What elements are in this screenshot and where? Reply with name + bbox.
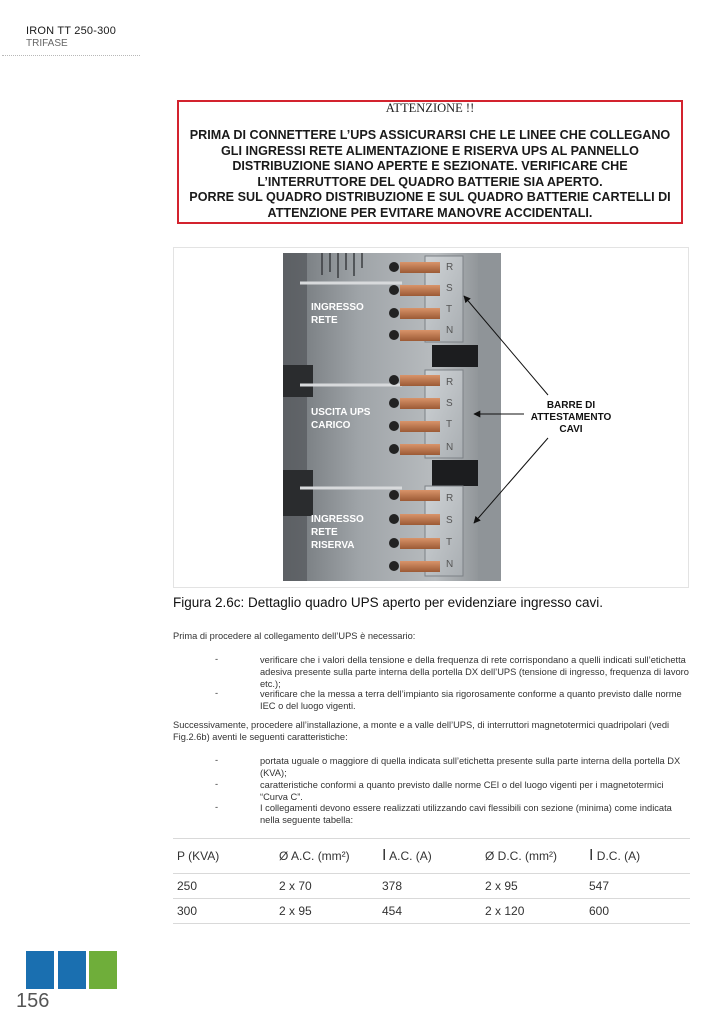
- table-cell: 300: [177, 904, 198, 918]
- label-barre-2: ATTESTAMENTO: [530, 412, 612, 423]
- table-cell: 378: [382, 879, 403, 893]
- table-row: [173, 899, 690, 924]
- label-uscita-ups-1: USCITA UPS: [311, 407, 371, 418]
- label-uscita-ups-2: CARICO: [311, 420, 351, 431]
- table-cell: 2 x 95: [485, 879, 518, 893]
- list-item: [260, 688, 690, 712]
- table-row: [173, 874, 690, 899]
- terminal-letter: T: [446, 537, 453, 548]
- warning-line: PORRE SUL QUADRO DISTRIBUZIONE E SUL QUADRO BATTERIE CARTELLI DI: [189, 190, 671, 205]
- label-ingresso-riserva-3: RISERVA: [311, 540, 355, 551]
- list-item-line: I collegamenti devono essere realizzati utilizzando cavi flessibili con sezione (minima) come indicata: [260, 803, 672, 813]
- terminal-letter: N: [446, 559, 454, 570]
- warning-title: ATTENZIONE !!: [385, 101, 475, 115]
- table-cell: 454: [382, 904, 403, 918]
- list-item: [260, 779, 690, 803]
- paragraph-installation: [173, 719, 693, 743]
- cable-section-table: [173, 838, 690, 924]
- list-item-line: “Curva C”.: [260, 792, 303, 803]
- warning-line: DISTRIBUZIONE SIANO APERTE E SEZIONATE. VERIFICARE CHE: [232, 159, 628, 174]
- list-item: [260, 802, 690, 826]
- terminal-letter: R: [446, 493, 454, 504]
- terminal-letter: S: [446, 398, 453, 409]
- table-cell: 2 x 95: [279, 904, 312, 918]
- label-ingresso-riserva-2: RETE: [311, 527, 338, 538]
- table-header-cell: I A.C. (A): [382, 847, 432, 864]
- label-ingresso-riserva-1: INGRESSO: [311, 514, 364, 525]
- warning-line: L’INTERRUTTORE DEL QUADRO BATTERIE SIA APERTO.: [257, 174, 603, 189]
- table-cell: 250: [177, 879, 198, 893]
- document-title: IRON TT 250-300: [26, 25, 117, 37]
- terminal-letter: N: [446, 442, 454, 453]
- figure-caption: Figura 2.6c: Dettaglio quadro UPS aperto per evidenziare ingresso cavi.: [173, 595, 603, 610]
- page-number: 156: [16, 990, 50, 1012]
- list-item-line: verificare che i valori della tensione e della frequenza di rete corrispondano a quelli indicati sull’etichetta: [260, 655, 686, 665]
- list-dash: -: [215, 755, 219, 765]
- table-cell: 2 x 70: [279, 879, 312, 893]
- list-item-line: verificare che la messa a terra dell’impianto sia rigorosamente conforme a quanto previsto dalle norme: [260, 689, 682, 699]
- terminal-letter: N: [446, 325, 454, 336]
- list-item-line: nella seguente tabella:: [260, 815, 354, 826]
- warning-line: PRIMA DI CONNETTERE L’UPS ASSICURARSI CHE LE LINEE CHE COLLEGANO: [189, 128, 671, 142]
- intro-paragraph: Prima di procedere al collegamento dell’UPS è necessario:: [173, 631, 416, 641]
- list-item: [260, 755, 690, 779]
- list-dash: -: [215, 779, 219, 789]
- terminal-letter: T: [446, 419, 453, 430]
- warning-line: ATTENZIONE PER EVITARE MANOVRE ACCIDENTALI.: [267, 205, 593, 220]
- table-header-cell: I D.C. (A): [589, 847, 641, 864]
- table-header-row: [173, 839, 690, 874]
- terminal-letter: R: [446, 262, 454, 273]
- list-item-line: etc.);: [260, 679, 281, 690]
- paragraph-line: Successivamente, procedere all’installazione, a monte e a valle dell’UPS, di interruttori magnetotermici quadripolari (vedi: [173, 720, 670, 730]
- paragraph-line: Fig.2.6b) aventi le seguenti caratteristiche:: [173, 732, 348, 743]
- list-dash: -: [215, 802, 219, 812]
- list-item-line: adesiva presente sulla parte interna della portella DX dell’UPS (tensione di ingresso, frequenza di lavoro: [260, 667, 689, 678]
- label-barre-1: BARRE DI: [546, 400, 596, 411]
- table-cell: 2 x 120: [485, 904, 525, 918]
- footer-square-blue: [26, 951, 54, 989]
- terminal-letter: T: [446, 304, 453, 315]
- table-header-cell: Ø A.C. (mm²): [279, 849, 350, 863]
- footer-square-blue: [58, 951, 86, 989]
- list-dash: -: [215, 654, 219, 664]
- terminal-letter: S: [446, 515, 453, 526]
- list-dash: -: [215, 688, 219, 698]
- label-ingresso-rete-2: RETE: [311, 315, 338, 326]
- list-item-line: (KVA);: [260, 768, 287, 779]
- terminal-letter: S: [446, 283, 453, 294]
- terminal-letter: R: [446, 377, 454, 388]
- list-item: [260, 654, 690, 691]
- list-item-line: IEC o del luogo vigenti.: [260, 701, 356, 712]
- document-subtitle: TRIFASE: [26, 38, 68, 49]
- table-header-cell: P (KVA): [177, 849, 220, 863]
- table-cell: 547: [589, 879, 610, 893]
- label-ingresso-rete-1: INGRESSO: [311, 302, 364, 313]
- footer-square-green: [89, 951, 117, 989]
- list-item-line: caratteristiche conformi a quanto previsto dalle norme CEI o del luogo vigenti per i magnetotermici: [260, 780, 664, 790]
- table-header-cell: Ø D.C. (mm²): [485, 849, 557, 863]
- label-barre-3: CAVI: [559, 424, 583, 435]
- list-item-line: portata uguale o maggiore di quella indicata sull’etichetta presente sulla parte interna della portella DX: [260, 756, 681, 766]
- table-cell: 600: [589, 904, 610, 918]
- warning-line: GLI INGRESSI RETE ALIMENTAZIONE E RISERVA UPS AL PANNELLO: [221, 143, 639, 158]
